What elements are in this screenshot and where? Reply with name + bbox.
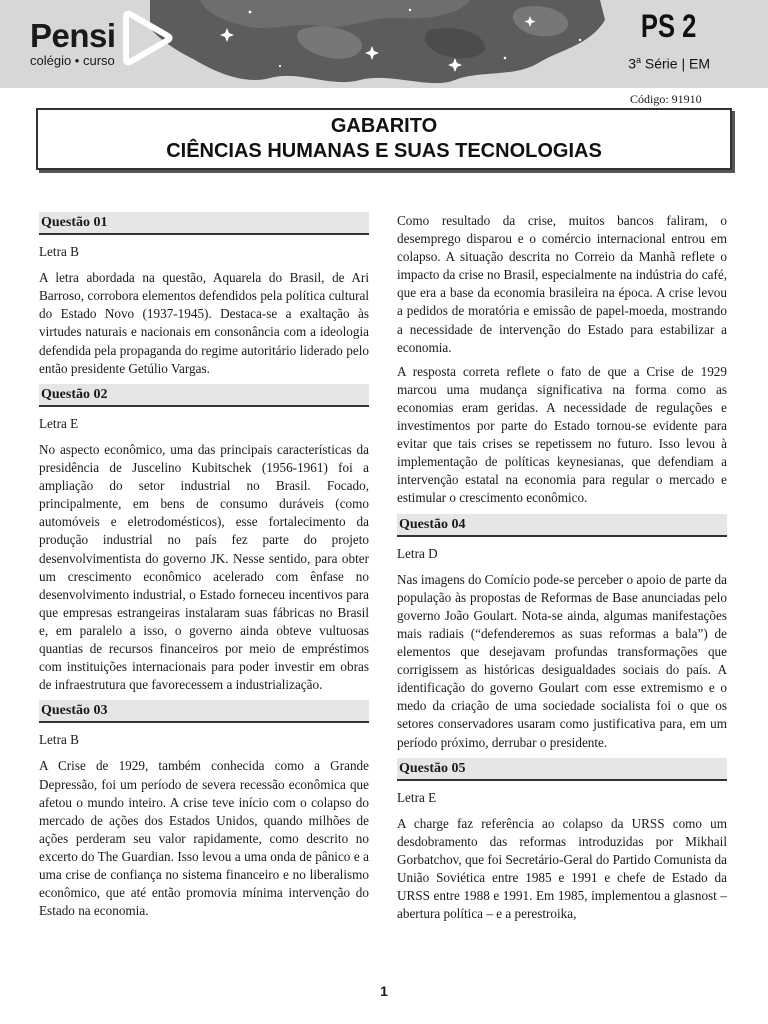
explanation-paragraph: A letra abordada na questão, Aquarela do Brasil, de Ari Barroso, corrobora elementos defendidos pela política cultural do Estado Novo (1937-1945). Destaca-se a exaltação às virtudes naturais e nacionais em consonância com a ideologia defendida pela propaganda do regime autoritário liderado pelo então presidente Getúlio Vargas.: [39, 270, 369, 376]
right-column: [397, 212, 727, 929]
page-header: [0, 0, 768, 88]
answer-letter: Letra E: [39, 415, 79, 431]
play-arrow-logo-icon: [118, 10, 176, 68]
left-column: [39, 212, 369, 926]
exam-code-title: PS 2: [640, 8, 696, 44]
document-code: Código: 91910: [630, 92, 702, 106]
title-line-2: CIÊNCIAS HUMANAS E SUAS TECNOLOGIAS: [166, 140, 602, 162]
question-heading: Questão 03: [39, 700, 369, 723]
title-box: [36, 108, 732, 170]
title-line-1: GABARITO: [330, 115, 438, 137]
question-heading: Questão 05: [397, 758, 727, 781]
pensi-logo: [30, 18, 116, 68]
answer-letter: Letra B: [39, 732, 79, 748]
explanation-paragraph: A Crise de 1929, também conhecida como a Grande Depressão, foi um período de severa recessão econômica que afetou o mundo inteiro. A crise teve início com o colapso do mercado de ações dos Estados Unidos, quando milhões de ações perderam seu valor rapidamente, como descrito no excerto do The Guardian. Isso levou a uma onda de pânico e a uma crise de confiança no sistema financeiro e no liberalismo econômico, que até então promovia mínima intervenção do Estado na economia.: [39, 758, 369, 919]
question-heading: Questão 02: [39, 384, 369, 407]
page-number: 1: [380, 983, 388, 999]
question-heading: Questão 04: [397, 514, 727, 537]
answer-letter: Letra D: [397, 545, 438, 561]
explanation-paragraph: A resposta correta reflete o fato de que a Crise de 1929 marcou uma mudança significativa na forma como as economias eram geridas. A necessidade de regulações e investimentos por parte do Estado tornou-se evidente para evitar que tais crises se repetissem no futuro. Isso levou à implementação de políticas keynesianas, que defendiam a intervenção estatal na economia para regular o mercado e estimular o crescimento econômico.: [397, 363, 727, 506]
grade-label: 3$^a$ Série | EM: [628, 55, 710, 72]
explanation-paragraph: A charge faz referência ao colapso da URSS como um desdobramento das reformas introduzidas por Mikhail Gorbatchov, que foi Secretário-Geral do Partido Comunista da União Soviética entre 1985 e 1991 e chefe de Estado da URSS entre 1988 e 1991. Em 1985, implementou a glasnost – abertura política – e a perestroika,: [397, 815, 727, 922]
answer-letter: Letra B: [39, 244, 79, 260]
answer-letter: Letra E: [397, 789, 437, 805]
logo-subtitle: colégio • curso: [30, 53, 115, 68]
logo-wordmark: Pensi: [30, 17, 116, 54]
question-heading: Questão 01: [39, 212, 369, 235]
explanation-paragraph: Como resultado da crise, muitos bancos faliram, o desemprego disparou e o comércio internacional entrou em colapso. A situação descrita no Correio da Manhã reflete o impacto da crise no Brasil, especialmente na indústria do café, que era a base da economia brasileira na época. A crise levou a pedidos de moratória e emissão de papel-moeda, mostrando a necessidade de intervenção do Estado para estabilizar a economia.: [397, 213, 727, 355]
explanation-paragraph: No aspecto econômico, uma das principais características da presidência de Juscelino Kubitschek (1956-1961) foi a ampliação do setor industrial no Brasil. Focado, principalmente, em bens de consumo duráveis (como automóveis e eletrodomésticos), esse fortalecimento da produção industrial no país fez parte do projeto desenvolvimentista do governo JK. Nesse sentido, para obter um crescimento econômico acelerado com ênfase no desenvolvimento industrial, o Estado forneceu incentivos para que empresas estrangeiras instalaram suas fábricas no Brasil e, em paralelo a isso, o governo ainda obteve vultuosas quantias de recursos financeiros por meio de empréstimos com instituições internacionais para poder investir em obras de infraestrutura que favorecessem a industrialização.: [39, 441, 369, 693]
explanation-paragraph: Nas imagens do Comício pode-se perceber o apoio de parte da população às propostas de Reformas de Base anunciadas pelo governo João Goulart. Nota-se ainda, algumas manifestações mais radiais (“defenderemos as suas reformas a bala”) de elementos que desejavam profundas transformações que corrigissem as históricas desigualdades sociais do país. A identificação do governo Goulart com esse extremismo e o medo da criação de uma sociedade socialista foi o que os setores conservadores usaram como justificativa para, em um período próximo, derrubar o presidente.: [397, 571, 727, 750]
